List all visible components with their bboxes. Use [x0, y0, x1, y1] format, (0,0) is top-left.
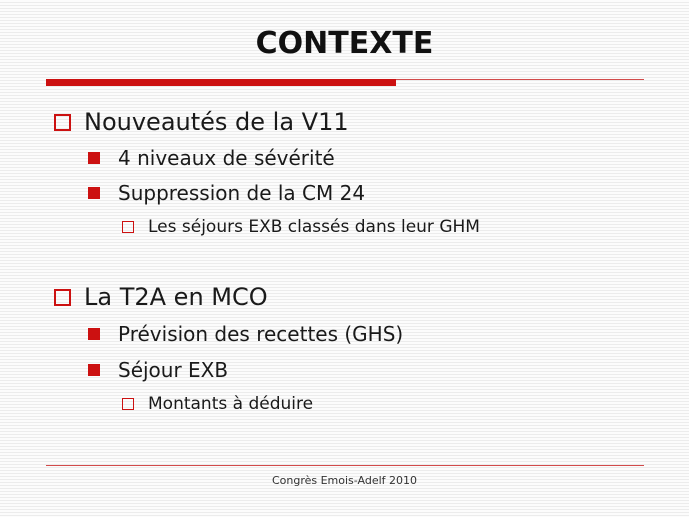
bullet-text: Suppression de la CM 24: [118, 181, 366, 205]
bullet-text: La T2A en MCO: [84, 283, 268, 311]
hollow-square-bullet-icon: [122, 398, 134, 410]
solid-square-bullet-icon: [88, 364, 100, 376]
bullet-text: Prévision des recettes (GHS): [118, 322, 404, 346]
bullet-section-1: [54, 108, 349, 136]
bullet-text: 4 niveaux de sévérité: [118, 146, 335, 170]
slide-title: CONTEXTE: [255, 26, 434, 61]
bullet-item-2-2: [88, 358, 228, 382]
bullet-text: Les séjours EXB classés dans leur GHM: [148, 217, 480, 237]
bullet-item-1-2: [88, 181, 365, 205]
hollow-square-bullet-icon: [54, 289, 71, 306]
hollow-square-bullet-icon: [122, 221, 134, 233]
bullet-subitem-2-2-1: [122, 394, 313, 414]
solid-square-bullet-icon: [88, 187, 100, 199]
bullet-section-2: [54, 283, 268, 311]
slide-footer: Congrès Emois-Adelf 2010: [271, 474, 418, 487]
solid-square-bullet-icon: [88, 152, 100, 164]
footer-divider: [46, 465, 644, 466]
bullet-item-1-1: [88, 146, 335, 170]
bullet-subitem-1-2-1: [122, 217, 480, 237]
bullet-item-2-1: [88, 322, 403, 346]
hollow-square-bullet-icon: [54, 114, 71, 131]
bullet-text: Nouveautés de la V11: [84, 108, 349, 136]
solid-square-bullet-icon: [88, 328, 100, 340]
title-divider-accent: [46, 79, 396, 86]
bullet-text: Montants à déduire: [148, 394, 314, 414]
bullet-text: Séjour EXB: [118, 358, 229, 382]
